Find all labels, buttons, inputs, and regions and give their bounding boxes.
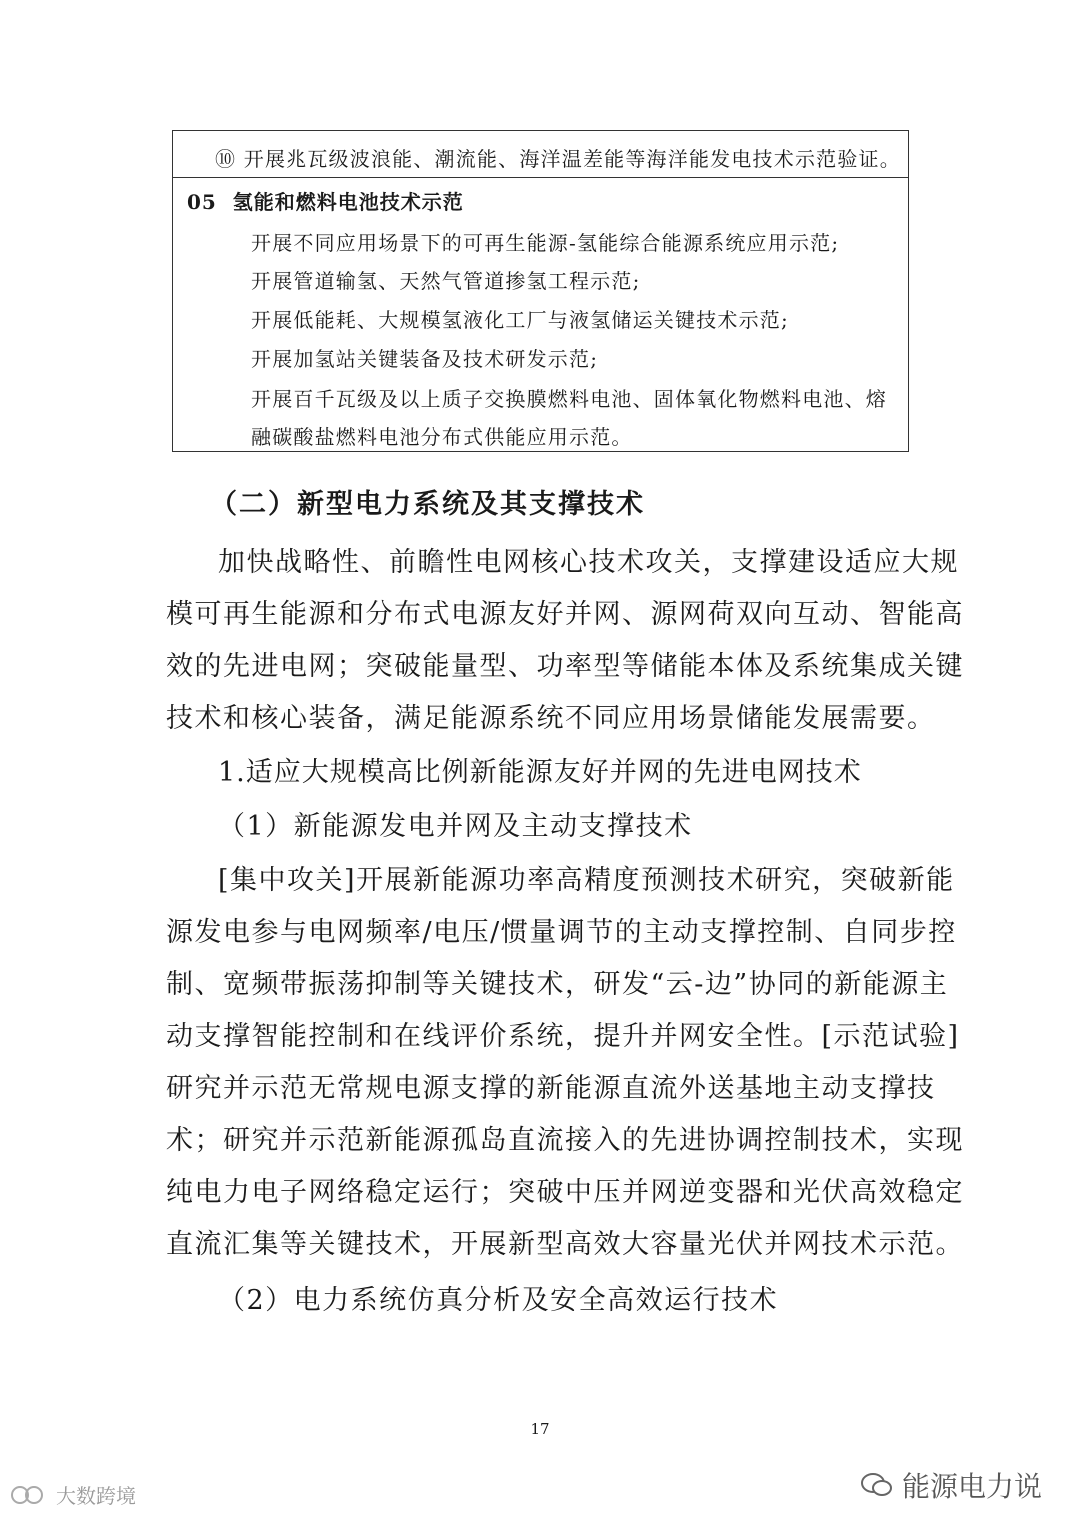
wechat-icon bbox=[860, 1471, 894, 1499]
body-line: 动支撑智能控制和在线评价系统，提升并网安全性。[示范试验] bbox=[166, 1021, 960, 1052]
section-title: （二）新型电力系统及其支撑技术 bbox=[210, 489, 645, 520]
body-line: 术；研究并示范新能源孤岛直流接入的先进协调控制技术，实现 bbox=[166, 1125, 964, 1156]
body-line: 直流汇集等关键技术，开展新型高效大容量光伏并网技术示范。 bbox=[166, 1229, 964, 1260]
box-line: 开展管道输氢、天然气管道掺氢工程示范; bbox=[251, 269, 641, 293]
intro-line: 加快战略性、前瞻性电网核心技术攻关，支撑建设适应大规 bbox=[218, 547, 959, 578]
box-item-10: ⑩ 开展兆瓦级波浪能、潮流能、海洋温差能等海洋能发电技术示范验证。 bbox=[215, 147, 901, 171]
subsection-title: 1.适应大规模高比例新能源友好并网的先进电网技术 bbox=[218, 757, 862, 788]
box-line: 开展百千瓦级及以上质子交换膜燃料电池、固体氧化物燃料电池、熔 bbox=[251, 387, 887, 411]
table-box bbox=[172, 130, 909, 452]
watermark-right-text: 能源电力说 bbox=[902, 1470, 1043, 1503]
body-line: 源发电参与电网频率/电压/惯量调节的主动支撑控制、自同步控 bbox=[166, 917, 957, 948]
box-divider bbox=[173, 177, 908, 178]
body-line: 研究并示范无常规电源支撑的新能源直流外送基地主动支撑技 bbox=[166, 1073, 936, 1104]
box-line: 开展不同应用场景下的可再生能源-氢能综合能源系统应用示范; bbox=[251, 231, 840, 255]
item-2-title: （2）电力系统仿真分析及安全高效运行技术 bbox=[218, 1285, 779, 1316]
watermark-left bbox=[10, 1480, 136, 1509]
page-number: 17 bbox=[530, 1420, 550, 1438]
watermark-right bbox=[860, 1465, 1042, 1505]
box-line: 开展低能耗、大规模氢液化工厂与液氢储运关键技术示范; bbox=[251, 308, 789, 332]
body-line: [集中攻关]开展新能源功率高精度预测技术研究，突破新能 bbox=[218, 865, 955, 896]
box-heading bbox=[187, 186, 464, 215]
box-line: 融碳酸盐燃料电池分布式供能应用示范。 bbox=[251, 425, 633, 449]
item-1-title: （1）新能源发电并网及主动支撑技术 bbox=[218, 811, 693, 842]
intro-line: 技术和核心装备，满足能源系统不同应用场景储能发展需要。 bbox=[166, 703, 936, 734]
box-heading-num: 05 bbox=[187, 190, 217, 214]
watermark-logo-icon bbox=[10, 1483, 50, 1507]
box-heading-text: 氢能和燃料电池技术示范 bbox=[232, 190, 464, 214]
box-line: 开展加氢站关键装备及技术研发示范; bbox=[251, 347, 599, 371]
watermark-left-text: 大数跨境 bbox=[56, 1484, 136, 1508]
intro-line: 模可再生能源和分布式电源友好并网、源网荷双向互动、智能高 bbox=[166, 599, 964, 630]
intro-line: 效的先进电网；突破能量型、功率型等储能本体及系统集成关键 bbox=[166, 651, 964, 682]
body-line: 制、宽频带振荡抑制等关键技术，研发“云-边”协同的新能源主 bbox=[166, 969, 949, 1000]
body-line: 纯电力电子网络稳定运行；突破中压并网逆变器和光伏高效稳定 bbox=[166, 1177, 964, 1208]
